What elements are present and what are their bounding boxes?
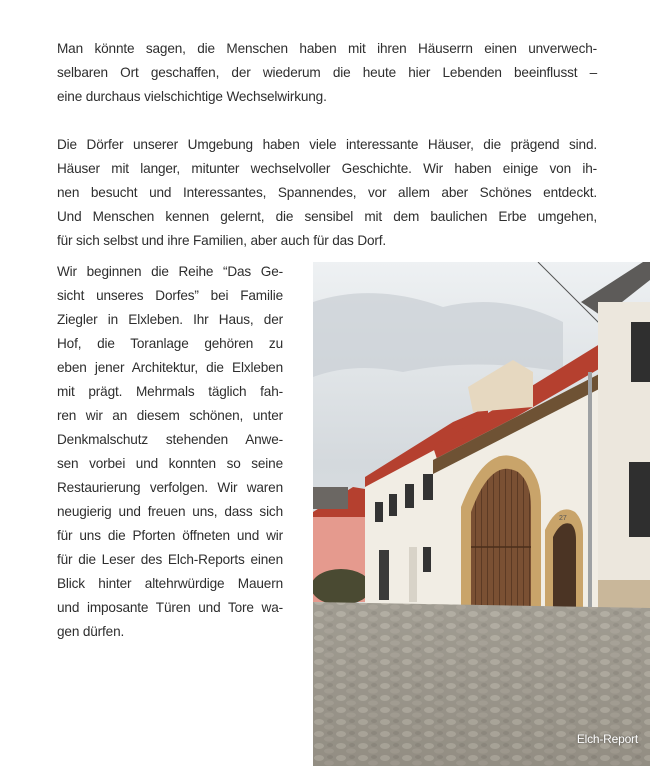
text-line: Ziegler in Elxleben. Ihr Haus, der [57,312,283,327]
window [423,474,433,500]
farmhouse-illustration [313,262,650,766]
text-line: für die Leser des Elch-Reports einen [57,552,283,567]
window [423,547,431,572]
text-line: sicht unseres Dorfes” bei Familie [57,288,283,303]
text-line: neugierig und freuen uns, dass sich [57,504,283,519]
text-line: eben jener Architektur, die Elxleben [57,360,283,375]
downpipe [588,372,592,610]
text-line: Man könnte sagen, die Menschen haben mit ihren Häuserrn einen unverwech- [57,41,597,56]
series-paragraph [57,260,283,644]
text-line: und imposante Türen und Tore wa- [57,600,283,615]
shrubs [313,569,371,605]
text-line: mit prägt. Mehrmals täglich fah- [57,384,283,399]
text-line: für sich selbst und ihre Familien, aber auch für das Dorf. [57,233,387,248]
window [405,484,414,508]
window [375,502,383,522]
side-door [379,550,389,600]
distant-roof [313,487,348,509]
text-line: Hof, die Toranlage gehören zu [57,336,283,351]
text-line: Die Dörfer unserer Umgebung haben viele interessante Häuser, die prägend sind. [57,137,597,152]
side-door-frame [409,547,417,602]
text-line: Wir beginnen die Reihe “Das Ge- [57,264,283,279]
house-number: 27 [559,515,567,522]
intro-paragraph [57,37,597,109]
window [631,322,650,382]
house-photo [313,262,650,766]
text-line: eine durchaus vielschichtige Wechselwirkung. [57,89,327,104]
text-line: nen besucht und Interessantes, Spannendes, vor allem aber Schönes entdeckt. [57,185,597,200]
small-gate-door [553,523,576,610]
text-line: Häuser mit langer, mitunter wechselvoller Geschichte. Wir haben einige von ih- [57,161,597,176]
window [389,494,397,516]
text-line: ren wir an diesem schönen, unter [57,408,283,423]
text-line: sen vorbei und konnten so seine [57,456,283,471]
watermark: Elch-Report [576,732,638,746]
villages-paragraph [57,133,597,253]
text-line: selbaren Ort geschaffen, der wiederum die heute hier Lebenden beeinflusst – [57,65,597,80]
text-line: für uns die Pforten öffneten und wir [57,528,283,543]
window [629,462,650,537]
text-line: Blick hinter altehrwürdige Mauern [57,576,283,591]
corner-plinth [598,580,650,610]
text-line: Restaurierung verfolgen. Wir waren [57,480,283,495]
text-line: gen dürfen. [57,624,125,639]
text-line: Denkmalschutz stehenden Anwe- [57,432,283,447]
text-line: Und Menschen kennen gelernt, die sensibel mit dem baulichen Erbe umgehen, [57,209,597,224]
